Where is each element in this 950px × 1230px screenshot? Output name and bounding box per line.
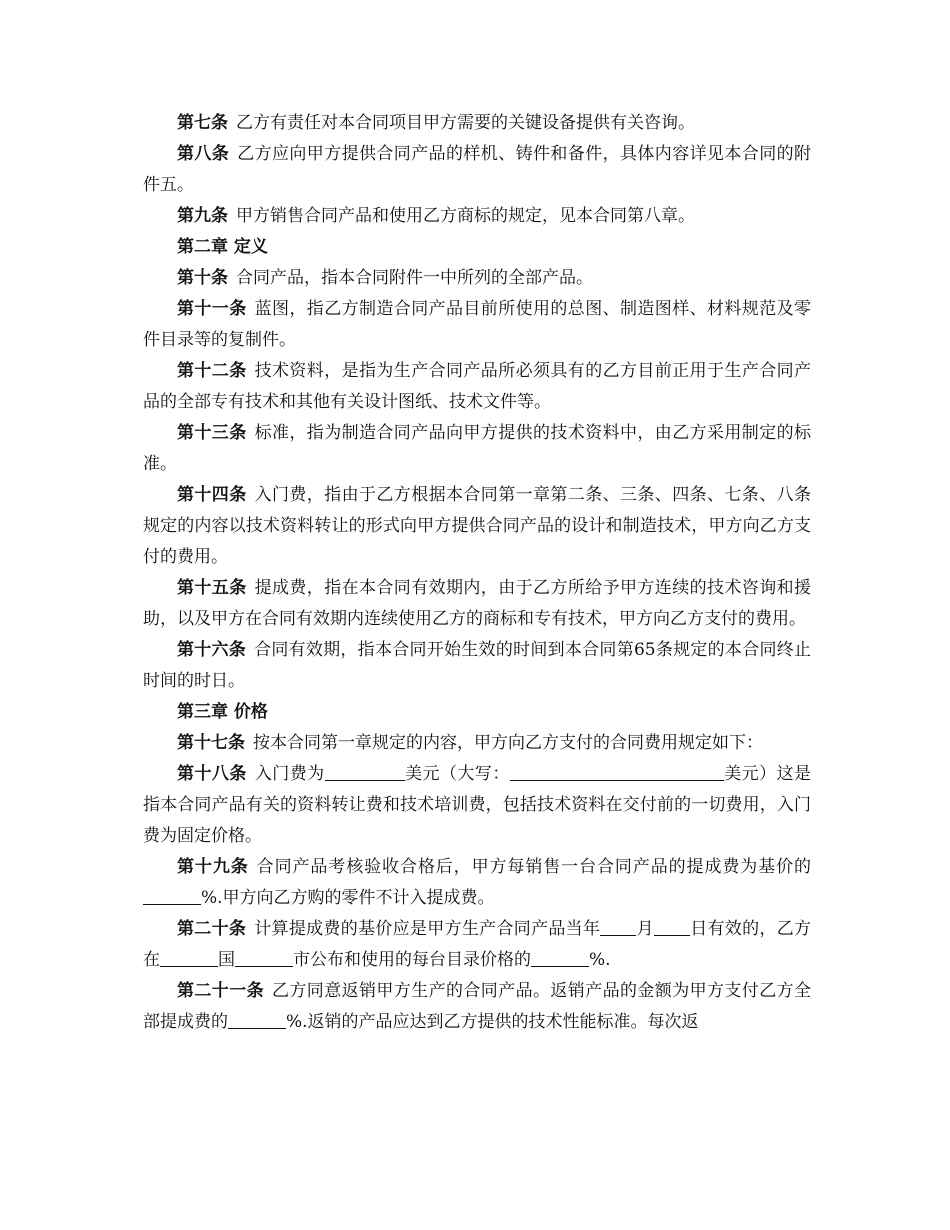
article-text: 日有效的，乙方在 bbox=[143, 919, 812, 970]
article-text: 入门费，指由于乙方根据本合同第一章第二条、三条、四条、七条、八条规定的内容以技术资料转让的形式向甲方提供合同产品的设计和制造技术，甲方向乙方支付的费用。 bbox=[143, 485, 812, 567]
article-text: 合同有效期，指本合同开始生效的时间到本合同第65条规定的本合同终止时间的时日。 bbox=[143, 640, 811, 691]
fill-blank[interactable] bbox=[531, 948, 589, 967]
article-14 bbox=[143, 480, 811, 573]
fill-blank[interactable] bbox=[143, 886, 201, 905]
article-18 bbox=[143, 759, 811, 852]
article-16 bbox=[143, 635, 811, 697]
article-number: 第十三条 bbox=[177, 423, 247, 443]
article-text: 国 bbox=[218, 950, 235, 970]
article-text: 合同产品，指本合同附件一中所列的全部产品。 bbox=[236, 268, 593, 288]
fill-blank[interactable] bbox=[654, 917, 690, 936]
article-20 bbox=[143, 914, 811, 976]
article-text: 计算提成费的基价应是甲方生产合同产品当年 bbox=[254, 919, 601, 939]
article-text: 乙方应向甲方提供合同产品的样机、铸件和备件，具体内容详见本合同的附件五。 bbox=[143, 144, 812, 195]
article-text: 按本合同第一章规定的内容，甲方向乙方支付的合同费用规定如下： bbox=[253, 733, 763, 753]
article-text: 美元）这是指本合同产品有关的资料转让费和技术培训费，包括技术资料在交付前的一切费用，入门费为固定价格。 bbox=[143, 764, 812, 846]
article-15 bbox=[143, 573, 811, 635]
article-number: 第十四条 bbox=[177, 485, 247, 505]
article-text: 乙方有责任对本合同项目甲方需要的关键设备提供有关咨询。 bbox=[236, 113, 695, 133]
article-number: 第二十条 bbox=[177, 919, 247, 939]
article-text: 合同产品考核验收合格后，甲方每销售一台合同产品的提成费为基价的 bbox=[256, 857, 812, 877]
article-13 bbox=[143, 418, 811, 480]
article-12 bbox=[143, 356, 811, 418]
article-17 bbox=[143, 728, 811, 759]
article-text: 入门费为 bbox=[254, 764, 325, 784]
article-number: 第十八条 bbox=[177, 764, 247, 784]
article-number: 第八条 bbox=[177, 144, 230, 164]
fill-blank[interactable] bbox=[600, 917, 636, 936]
article-8 bbox=[143, 139, 811, 201]
article-text: 标准，指为制造合同产品向甲方提供的技术资料中，由乙方采用制定的标准。 bbox=[143, 423, 812, 474]
article-text: 甲方销售合同产品和使用乙方商标的规定，见本合同第八章。 bbox=[236, 206, 695, 226]
article-number: 第十六条 bbox=[177, 640, 247, 660]
fill-blank[interactable] bbox=[228, 1010, 286, 1029]
article-10 bbox=[143, 263, 811, 294]
article-text: %.甲方向乙方购的零件不计入提成费。 bbox=[201, 888, 495, 908]
article-text: 市公布和使用的每台目录价格的 bbox=[293, 950, 531, 970]
article-text: 技术资料，是指为生产合同产品所必须具有的乙方目前正用于生产合同产品的全部专有技术和其他有关设计图纸、技术文件等。 bbox=[143, 361, 812, 412]
article-number: 第十二条 bbox=[177, 361, 247, 381]
article-number: 第十一条 bbox=[177, 299, 247, 319]
contract-page bbox=[143, 108, 811, 1038]
fill-blank[interactable] bbox=[325, 762, 405, 781]
article-text: 月 bbox=[636, 919, 654, 939]
fill-blank[interactable] bbox=[235, 948, 293, 967]
fill-blank[interactable] bbox=[160, 948, 218, 967]
article-9 bbox=[143, 201, 811, 232]
fill-blank[interactable] bbox=[510, 762, 724, 781]
article-text: %. bbox=[589, 950, 611, 970]
article-number: 第十条 bbox=[177, 268, 228, 288]
article-number: 第七条 bbox=[177, 113, 228, 133]
article-number: 第九条 bbox=[177, 206, 228, 226]
article-number: 第十五条 bbox=[177, 578, 247, 598]
article-19 bbox=[143, 852, 811, 914]
article-text: 乙方同意返销甲方生产的合同产品。返销产品的金额为甲方支付乙方全部提成费的 bbox=[143, 981, 811, 1032]
article-number: 第十七条 bbox=[177, 733, 245, 753]
chapter-heading: 第三章 价格 bbox=[177, 702, 268, 722]
article-7 bbox=[143, 108, 811, 139]
article-11 bbox=[143, 294, 811, 356]
article-text: 美元（大写： bbox=[404, 764, 510, 784]
article-text: 提成费，指在本合同有效期内，由于乙方所给予甲方连续的技术咨询和援助，以及甲方在合同有效期内连续使用乙方的商标和专有技术，甲方向乙方支付的费用。 bbox=[143, 578, 812, 629]
article-number: 第二十一条 bbox=[177, 981, 264, 1001]
article-text: %.返销的产品应达到乙方提供的技术性能标准。每次返 bbox=[286, 1012, 699, 1032]
chapter-heading: 第二章 定义 bbox=[177, 237, 268, 257]
article-21 bbox=[143, 976, 811, 1038]
article-number: 第十九条 bbox=[177, 857, 249, 877]
article-text: 蓝图，指乙方制造合同产品目前所使用的总图、制造图样、材料规范及零件目录等的复制件。 bbox=[143, 299, 812, 350]
